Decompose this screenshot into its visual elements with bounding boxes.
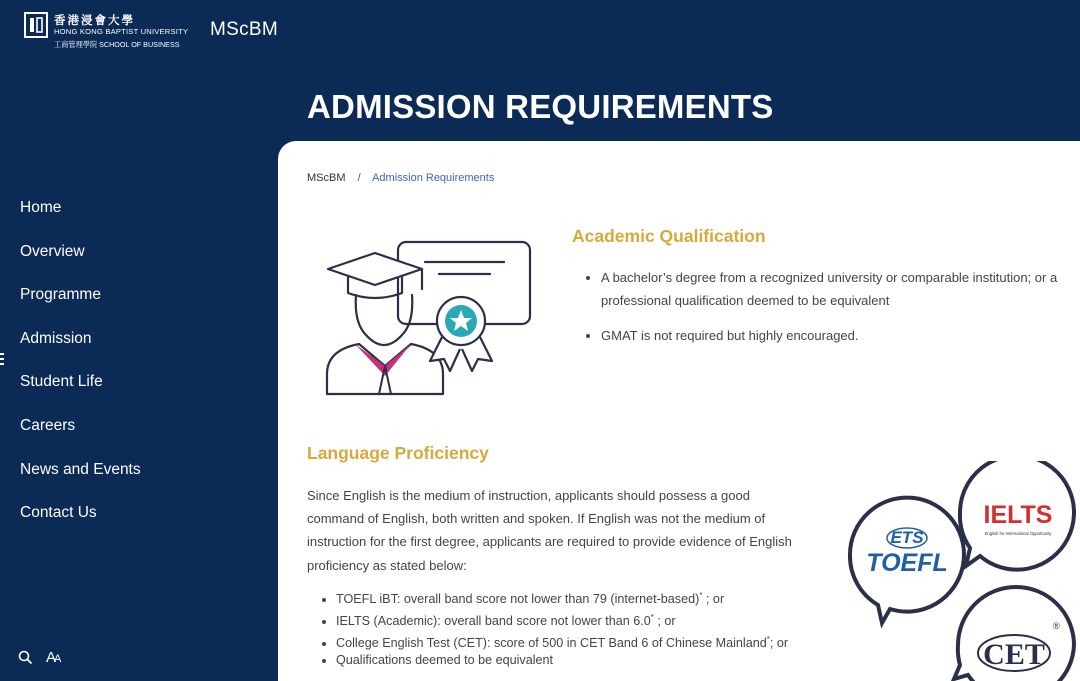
toefl-logo-text: TOEFL <box>866 549 948 577</box>
list-item: • Qualifications deemed to be equivalent <box>336 652 836 670</box>
sidebar-item-contact-us[interactable]: Contact Us <box>20 504 97 522</box>
language-heading: Language Proficiency <box>307 443 489 463</box>
sidebar-item-overview[interactable]: Overview <box>20 242 85 260</box>
academic-list <box>584 266 1080 359</box>
programme-brand[interactable]: MScBM <box>210 19 278 40</box>
logo-english-name: HONG KONG BAPTIST UNIVERSITY <box>54 27 189 36</box>
academic-heading: Academic Qualification <box>572 226 766 246</box>
hkbu-logo[interactable] <box>24 12 189 50</box>
list-item: • TOEFL iBT: overall band score not lower than 79 (internet-based)* ; or <box>336 587 836 609</box>
sidebar-item-admission[interactable]: Admission <box>20 329 92 347</box>
logo-chinese-name: 香港浸會大學 <box>54 15 135 27</box>
hkbu-crest-icon <box>24 12 48 38</box>
list-item: • A bachelor’s degree from a recognized university or comparable institution; or a professional qualification deemed to be equivalent <box>601 266 1080 312</box>
breadcrumb-current[interactable]: Admission Requirements <box>372 172 495 184</box>
logo-school-name: 工商管理學院 SCHOOL OF BUSINESS <box>54 40 180 49</box>
content-panel <box>278 141 1080 681</box>
breadcrumb <box>307 172 494 184</box>
sidebar-item-careers[interactable]: Careers <box>20 416 76 434</box>
language-list <box>321 587 836 670</box>
list-item: • GMAT is not required but highly encouraged. <box>601 324 1080 347</box>
breadcrumb-root-link[interactable]: MScBM <box>307 172 346 184</box>
breadcrumb-separator: / <box>357 172 361 184</box>
graduate-certificate-illustration <box>322 239 537 399</box>
sidebar-item-programme[interactable]: Programme <box>20 286 101 304</box>
language-paragraph: Since English is the medium of instruction, applicants should possess a good command of English, both written and spoken. If English was not the medium of instruction for the first degree, applicants are required to provide evidence of English proficiency as stated below: <box>307 488 792 573</box>
sidebar-nav <box>20 199 141 548</box>
ets-logo-text: ETS <box>890 528 924 547</box>
svg-text:A: A <box>54 653 62 664</box>
menu-icon[interactable] <box>0 353 4 367</box>
ielts-logo-text: IELTS <box>983 501 1053 529</box>
ielts-tagline: English for International Opportunity <box>984 531 1052 536</box>
page-title: ADMISSION REQUIREMENTS <box>307 88 774 125</box>
list-item: • College English Test (CET): score of 500 in CET Band 6 of Chinese Mainland*; or <box>336 631 836 653</box>
sidebar-item-home[interactable]: Home <box>20 199 62 216</box>
sidebar-item-student-life[interactable]: Student Life <box>20 373 103 391</box>
registered-mark: ® <box>1053 621 1060 631</box>
svg-text:A: A <box>46 649 57 664</box>
cet-logo-text: CET <box>983 638 1045 671</box>
english-tests-illustration <box>844 461 1080 681</box>
search-icon[interactable] <box>18 650 33 665</box>
list-item: • IELTS (Academic): overall band score not lower than 6.0* ; or <box>336 609 836 631</box>
accessibility-icon[interactable] <box>46 648 66 664</box>
sidebar-item-news-events[interactable]: News and Events <box>20 460 141 478</box>
